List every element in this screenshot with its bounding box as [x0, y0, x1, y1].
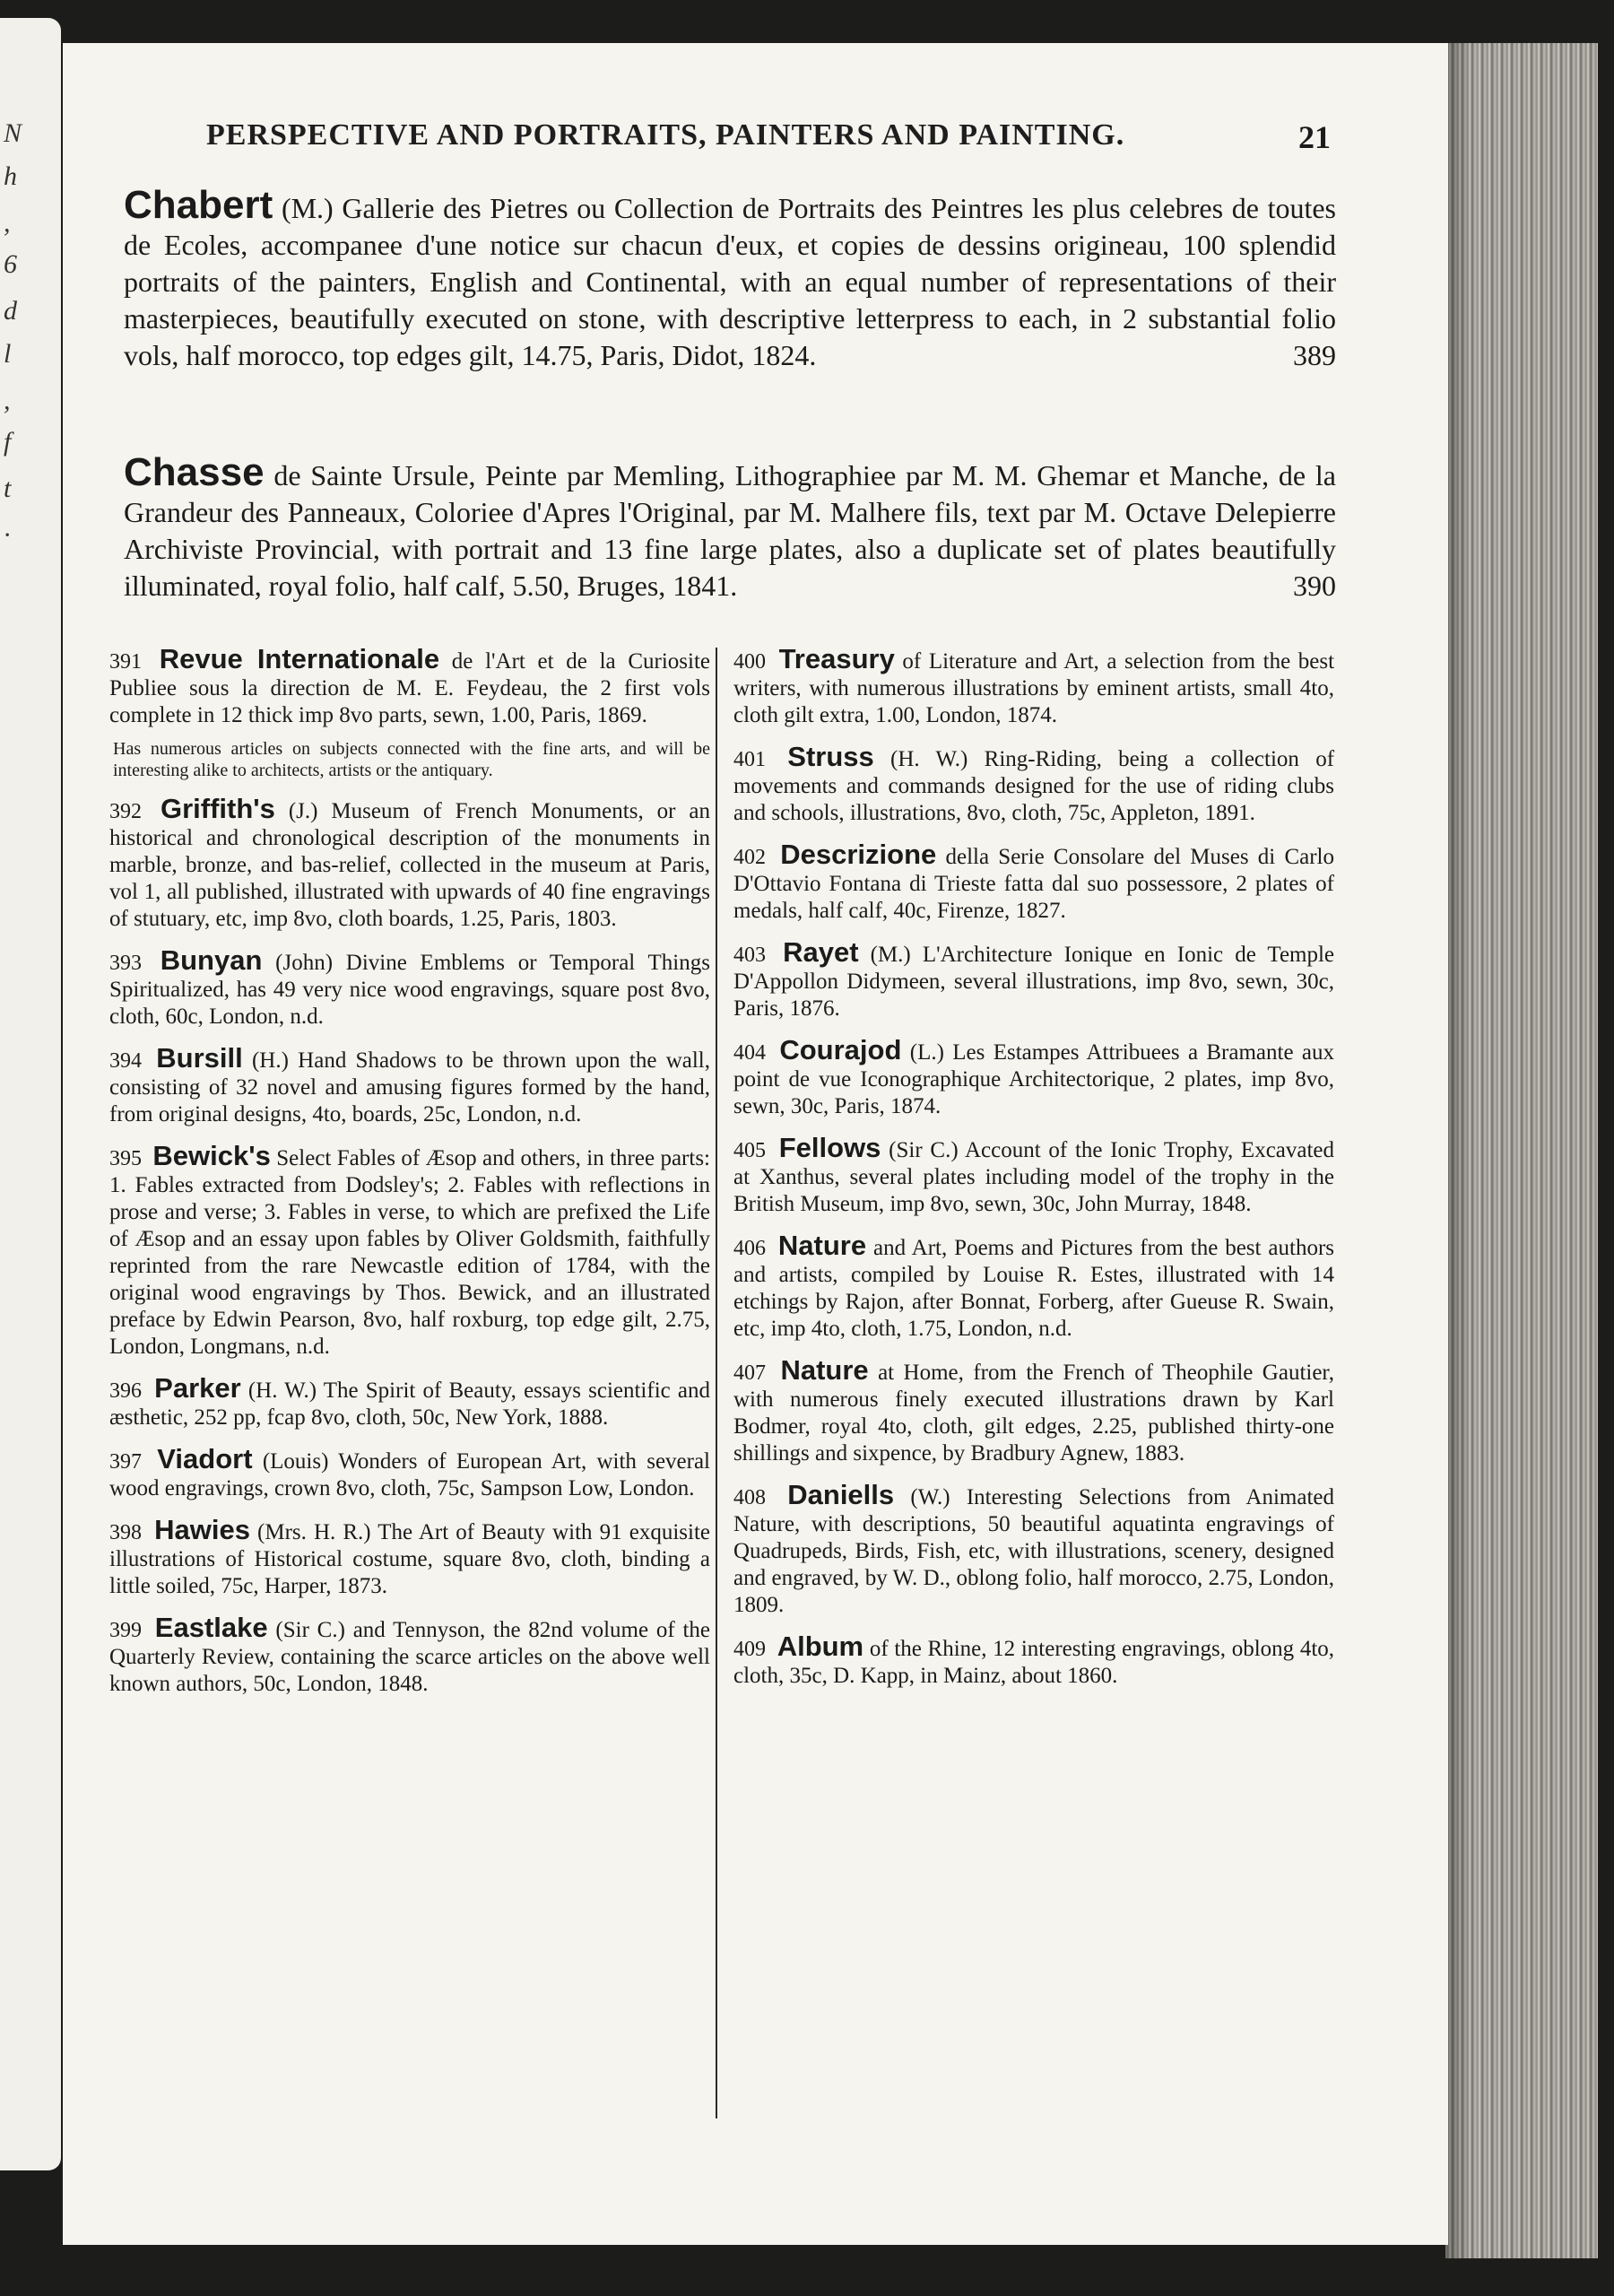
left-page-char: , — [4, 208, 11, 238]
catalog-entry — [109, 1140, 710, 1361]
entry-name: Bewick's — [152, 1140, 271, 1171]
entry-text: (Sir C.) Account of the Ionic Trophy, Excavated at Xanthus, several plates including model of the trophy in the British Museum, imp 8vo, sewn, 30c, John Murray, 1848. — [733, 1138, 1335, 1216]
entry-number: 404 — [733, 1041, 766, 1065]
catalog-entry — [109, 1042, 711, 1128]
entry-number: 402 — [733, 846, 766, 869]
catalog-entry — [109, 1443, 711, 1502]
left-page-char: · — [4, 520, 11, 550]
entry-name: Viadort — [157, 1443, 253, 1474]
entry-name: Descrizione — [780, 839, 937, 870]
entry-text: (H.) Hand Shadows to be thrown upon the wall, consisting of 32 novel and amusing figures formed by the hand, from original designs, 4to, boards, 25c, London, n.d. — [109, 1048, 711, 1126]
entry-text: (W.) Interesting Selections from Animated Nature, with descriptions, 50 beautiful aquatinta engravings of Quadrupeds, Birds, Fish, etc, with illustrations, scenery, designed and engraved, by W. D., oblong folio, half morocco, 2.75, London, 1809. — [733, 1485, 1335, 1617]
catalog-entry — [733, 1633, 1334, 1690]
entry-number: 395 — [109, 1147, 142, 1170]
entry-text: (M.) L'Architecture Ionique en Ionic de Temple D'Appollon Didymeen, several illustrations, imp 8vo, sewn, 30c, Paris, 1876. — [733, 943, 1335, 1021]
lead-entry-chasse — [124, 450, 1337, 604]
lead-entry-number: 390 — [1293, 570, 1336, 602]
lead-entry-text: (M.) Gallerie des Pietres ou Collection de Portraits des Peintres les plus celebres de toutes de Ecoles, accompanee d'une notice sur chacun d'eux, et copies de dessins origineau, 100 splendid portraits of the painters, English and Continental, with an equal number of representations of their masterpieces, beautifully executed on stone, with descriptive letterpress to each, in 2 substantial folio vols, half morocco, top edges gilt, 14.75, Paris, Didot, 1824. — [124, 192, 1337, 371]
left-page-char: l — [4, 339, 12, 369]
entry-text: Select Fables of Æsop and others, in three parts: 1. Fables extracted from Dodsley's; 2. Fables with reflections in prose and verse; 3. Fables in verse, to which are prefixed the Life of Æsop and an essay upon fables by Oliver Goldsmith, faithfully reprinted from the rare Newcastle edition of 1784, with the original wood engravings by Thos. Bewick, and an illustrated preface by Edwin Pearson, 8vo, half roxburg, top edge gilt, 2.75, London, Longmans, n.d. — [109, 1146, 710, 1359]
entry-text: (H. W.) The Spirit of Beauty, essays scientific and æsthetic, 252 pp, fcap 8vo, cloth, 50c, New York, 1888. — [109, 1378, 710, 1430]
entry-name: Bursill — [156, 1042, 243, 1074]
entry-number: 408 — [733, 1486, 766, 1509]
catalog-entry — [109, 1614, 710, 1698]
lead-entry-head: Chabert — [124, 183, 273, 227]
entry-name: Courajod — [779, 1034, 902, 1065]
entry-number: 393 — [109, 952, 142, 975]
entry-text: and Art, Poems and Pictures from the best authors and artists, compiled by Louise R. Estes, illustrated with 14 etchings by Rajon, after Bonnat, Forberg, after Gueuse R. Swain, etc, imp 4to, cloth, 1.75, London, n.d. — [733, 1236, 1334, 1341]
entry-name: Hawies — [154, 1514, 250, 1545]
lead-entry-text: de Sainte Ursule, Peinte par Memling, Lithographiee par M. M. Ghemar et Manche, de la Grandeur des Panneaux, Coloriee d'Apres l'Original, par M. Malhere fils, text par M. Octave Delepierre Archiviste Provincial, with portrait and 13 fine large plates, also a duplicate set of plates beautifully illuminated, royal folio, half calf, 5.50, Bruges, 1841. — [124, 459, 1337, 602]
left-page-char: h — [4, 161, 17, 191]
entry-text: of the Rhine, 12 interesting engravings, oblong 4to, cloth, 35c, D. Kapp, in Mainz, about 1860. — [733, 1637, 1335, 1688]
catalog-entry — [733, 841, 1334, 925]
entry-name: Eastlake — [154, 1612, 268, 1643]
entry-text: (H. W.) Ring-Riding, being a collection of movements and commands designed for the use of riding clubs and schools, illustrations, 8vo, cloth, 75c, Appleton, 1891. — [733, 747, 1335, 825]
left-page-char: t — [4, 474, 12, 503]
catalog-entry — [109, 944, 710, 1031]
catalog-entry — [733, 741, 1335, 827]
entry-text: (L.) Les Estampes Attribuees a Bramante aux point de vue Iconographique Architectorique, 2 plates, imp 8vo, sewn, 30c, Paris, 1874. — [733, 1040, 1335, 1118]
entry-text: of Literature and Art, a selection from the best writers, with numerous illustrations by eminent artists, small 4to, cloth gilt extra, 1.00, London, 1874. — [733, 649, 1335, 727]
entry-number: 394 — [109, 1049, 142, 1073]
catalog-entry — [733, 1354, 1335, 1467]
left-page-char: f — [4, 427, 12, 457]
right-column — [733, 643, 1335, 1704]
catalog-entry — [733, 1232, 1334, 1343]
entry-number: 401 — [733, 748, 766, 771]
entry-number: 396 — [109, 1379, 142, 1403]
entry-text: (Sir C.) and Tennyson, the 82nd volume of the Quarterly Review, containing the scarce articles on the above well known authors, 50c, London, 1848. — [109, 1618, 710, 1696]
entry-text: (J.) Museum of French Monuments, or an historical and chronological description of the monuments in marble, bronze, and bas-relief, collected in the museum at Paris, vol 1, all published, illustrated with upwards of 40 fine engravings of stutuary, etc, imp 8vo, cloth boards, 1.25, Paris, 1803. — [109, 799, 711, 931]
left-page-char: , — [4, 386, 11, 415]
left-page-char: 6 — [4, 249, 17, 279]
entry-name: Rayet — [783, 936, 859, 968]
catalog-entry — [733, 1132, 1335, 1218]
entry-text: at Home, from the French of Theophile Gautier, with numerous finely executed illustrations drawn by Karl Bodmer, royal 4to, cloth, gilt edges, 2.25, published thirty-one shillings and sixpence, by Bradbury Agnew, 1883. — [733, 1361, 1335, 1465]
page-number: 21 — [1298, 119, 1331, 155]
catalog-entry — [733, 1034, 1335, 1120]
catalog-entry — [109, 1514, 710, 1600]
catalog-entry — [109, 793, 711, 933]
entry-name: Struss — [787, 741, 874, 772]
lead-entry-head: Chasse — [124, 450, 265, 494]
catalog-entry — [733, 643, 1335, 729]
entry-number: 399 — [109, 1619, 142, 1642]
left-column — [109, 643, 711, 1712]
entry-name: Treasury — [778, 643, 895, 674]
column-divider — [716, 648, 717, 2118]
entry-name: Nature — [780, 1354, 869, 1386]
page-edges-shadow — [1445, 43, 1472, 2258]
catalog-entry — [109, 1372, 710, 1431]
catalog-entry — [733, 1479, 1335, 1619]
entry-text: della Serie Consolare del Muses di Carlo D'Ottavio Fontana di Trieste fatta dal suo possessore, 2 plates of medals, half calf, 40c, Firenze, 1827. — [733, 845, 1334, 923]
entry-text: (Louis) Wonders of European Art, with several wood engravings, crown 8vo, cloth, 75c, Sampson Low, London. — [109, 1449, 711, 1500]
entry-name: Bunyan — [160, 944, 263, 976]
entry-number: 403 — [733, 944, 766, 967]
entry-text: de l'Art et de la Curiosite Publiee sous la direction de M. E. Feydeau, the 2 first vols complete in 12 thick imp 8vo parts, sewn, 1.00, Paris, 1869. — [109, 649, 711, 727]
entry-number: 407 — [733, 1361, 766, 1385]
entry-name: Fellows — [778, 1132, 881, 1163]
catalog-entry — [733, 936, 1335, 1022]
entry-number: 406 — [733, 1237, 766, 1260]
entry-number: 409 — [733, 1638, 766, 1661]
entry-number: 391 — [109, 650, 142, 674]
entry-number: 398 — [109, 1521, 142, 1544]
entry-name: Daniells — [787, 1479, 895, 1510]
entry-number: 405 — [733, 1139, 766, 1162]
lead-entry-number: 389 — [1293, 339, 1336, 371]
entry-number: 392 — [109, 800, 142, 823]
catalog-entry — [109, 643, 711, 729]
left-page-fragment — [0, 18, 61, 2170]
entry-number: 400 — [733, 650, 766, 674]
left-page-char: d — [4, 296, 17, 326]
entry-name: Parker — [154, 1372, 241, 1404]
entry-text: (Mrs. H. R.) The Art of Beauty with 91 exquisite illustrations of Historical costume, square 8vo, cloth, binding a little soiled, 75c, Harper, 1873. — [109, 1520, 710, 1598]
left-page-char: N — [4, 118, 22, 148]
lead-entry-chabert — [124, 183, 1337, 374]
entry-number: 397 — [109, 1450, 142, 1474]
entry-name: Album — [777, 1631, 864, 1662]
entry-text: (John) Divine Emblems or Temporal Things Spiritualized, has 49 very nice wood engravings, square post 8vo, cloth, 60c, London, n.d. — [109, 951, 710, 1029]
entry-note: Has numerous articles on subjects connected with the fine arts, and will be interesting alike to architects, artists or the antiquary. — [113, 739, 710, 780]
entry-name: Revue Internationale — [159, 643, 440, 674]
running-title: PERSPECTIVE AND PORTRAITS, PAINTERS AND PAINTING. — [206, 118, 1125, 152]
entry-name: Nature — [777, 1230, 867, 1261]
entry-name: Griffith's — [160, 793, 275, 824]
